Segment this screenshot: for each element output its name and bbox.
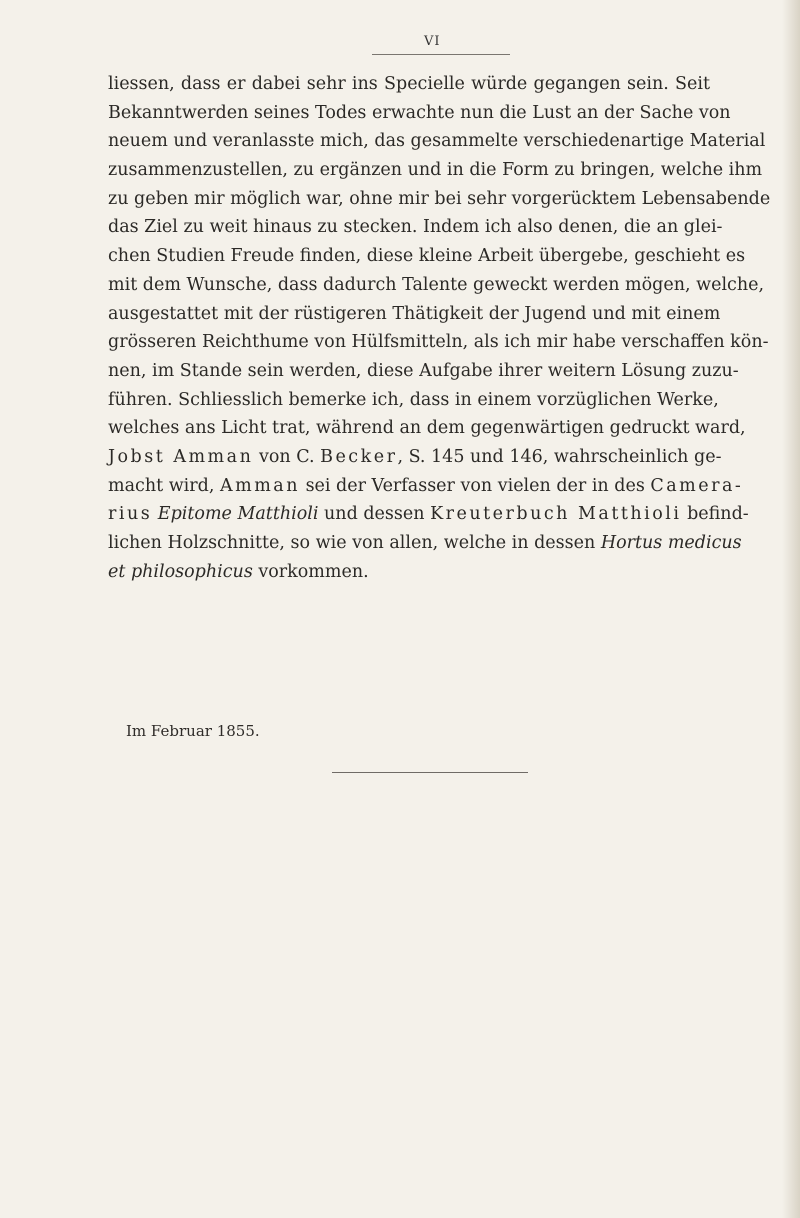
text-line: welches ans Licht trat, während an dem gegenwärtigen gedruckt ward,	[108, 418, 746, 439]
text-line: Bekanntwerden seines Todes erwachte nun die Lust an der Sache von	[108, 102, 731, 123]
text-line: ausgestattet mit der rüstigeren Thätigkeit der Jugend und mit einem	[108, 303, 721, 324]
text-line: chen Studien Freude finden, diese kleine Arbeit übergebe, geschieht es	[108, 246, 746, 267]
text-line: führen. Schliesslich bemerke ich, dass in einem vorzüglichen Werke,	[108, 389, 719, 410]
text-line	[108, 472, 744, 501]
text-line	[108, 558, 710, 587]
text-fragment: vorkommen.	[252, 561, 369, 582]
author-name: Camera-	[650, 475, 744, 496]
text-fragment: und dessen	[318, 504, 431, 525]
author-name: Jobst Amman	[108, 446, 254, 467]
book-title: et philosophicus	[108, 561, 253, 582]
header-rule	[372, 54, 510, 55]
text-line	[108, 500, 749, 529]
page-edge-shadow	[782, 0, 800, 1218]
text-line: nen, im Stande sein werden, diese Aufgabe ihrer weitern Lösung zuzu-	[108, 360, 739, 381]
text-fragment: sei der Verfasser von vielen der in des	[300, 475, 651, 496]
text-line: zusammenzustellen, zu ergänzen und in die Form zu bringen, welche ihm	[108, 160, 763, 181]
text-line: grösseren Reichthume von Hülfsmitteln, als ich mir habe verschaffen kön-	[108, 332, 769, 353]
book-title-spaced: Kreuterbuch Matthioli	[430, 504, 682, 525]
text-line: mit dem Wunsche, dass dadurch Talente geweckt werden mögen, welche,	[108, 274, 765, 295]
author-name: Becker	[320, 446, 398, 467]
author-name: rius	[108, 504, 153, 525]
text-fragment: lichen Holzschnitte, so wie von allen, welche in dessen	[108, 533, 601, 553]
footer-rule	[332, 772, 528, 773]
author-name: Amman	[219, 475, 300, 496]
text-line	[108, 443, 722, 472]
text-fragment: macht wird,	[108, 475, 220, 496]
text-line	[108, 529, 742, 558]
page-number: VI	[424, 34, 441, 49]
text-line: zu geben mir möglich war, ohne mir bei sehr vorgerücktem Lebensabende	[108, 188, 771, 209]
book-title: Epitome Matthioli	[157, 504, 319, 525]
book-title: Hortus medicus	[600, 533, 742, 553]
text-fragment: befind-	[681, 504, 749, 525]
text-fragment: von C.	[253, 446, 321, 467]
date-line: Im Februar 1855.	[126, 722, 260, 740]
text-line: das Ziel zu weit hinaus zu stecken. Indem ich also denen, die an glei-	[108, 217, 723, 238]
text-fragment: , S. 145 und 146, wahrscheinlich ge-	[397, 446, 722, 467]
text-line: liessen, dass er dabei sehr ins Specielle würde gegangen sein. Seit	[108, 74, 710, 94]
body-text	[108, 70, 771, 586]
text-line: neuem und veranlasste mich, das gesammelte verschiedenartige Material	[108, 131, 766, 152]
